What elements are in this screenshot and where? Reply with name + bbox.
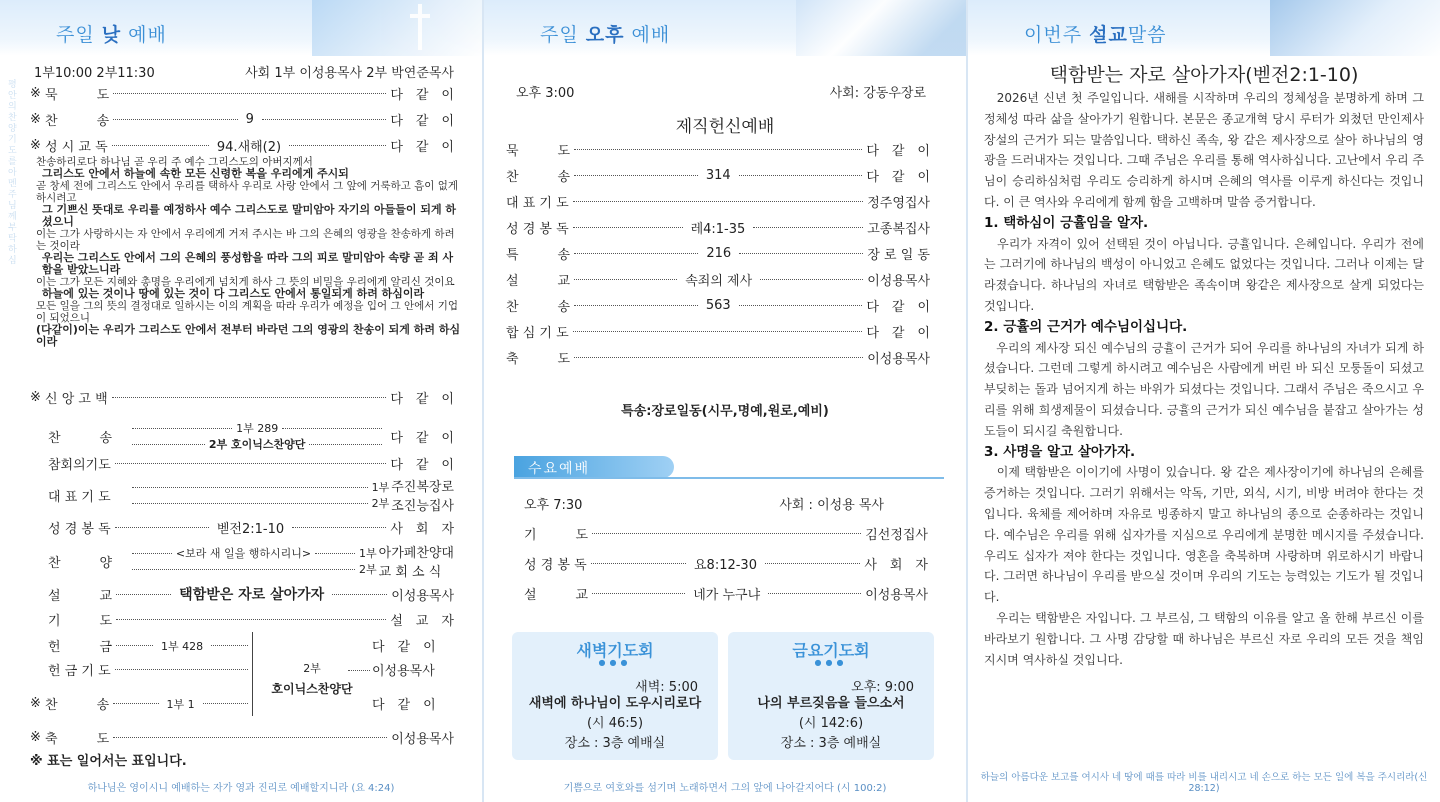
box-title: 금요기도회	[792, 641, 870, 660]
order-row: 성 경 봉 독 벧전2:1-10 사 회 자	[48, 522, 455, 537]
order-right: 다 같 이	[372, 640, 436, 655]
wednesday-section-header: 수요예배	[514, 456, 674, 478]
time: 오후 3:00	[516, 86, 575, 101]
order-row: 찬 송 1부 289 2부 호이닉스찬양단 다 같 이	[48, 422, 454, 451]
church-illustration	[312, 0, 482, 56]
panel-morning-service	[0, 0, 482, 802]
footer-verse: 하나님은 영이시니 예배하는 자가 영과 진리로 예배할지니라 (요 4:24)	[87, 783, 395, 794]
panel-afternoon-service	[484, 0, 966, 802]
host: 사회: 강동우장로	[829, 86, 926, 101]
order-row: 성 경 봉 독 레4:1-35 고종복집사	[506, 222, 930, 237]
order-row: 대 표 기 도 1부 2부 주진복장로 조진능집사	[48, 480, 454, 514]
section-divider	[514, 477, 944, 479]
order-row: ※ 묵 도 다 같 이	[30, 86, 454, 103]
panel-sermon	[968, 0, 1440, 802]
order-row-dots	[344, 670, 374, 671]
dots-ornament-icon: ●●●	[814, 658, 848, 667]
side-decoration-text: 평안의 찬양 기도를 아멘 주님께 부탁하심	[8, 80, 17, 266]
church-building-illustration	[1270, 0, 1440, 56]
header-afternoon	[484, 0, 966, 56]
sermon-paragraph: 2026년 신년 첫 주일입니다. 새해를 시작하며 우리의 정체성을 분명하게 하며 그 정체성 따라 삶을 살아가기 원합니다. 본문은 종교개혁 당시 루터가 외쳤던 만인제사장설의 근거가 되는 말씀입니다. 택하신 족속, 왕 같은 제사장으로 살아 하나님의 영광을 드러내자는 것입니다. 그때 주님은 우리를 통해 역사하십니다. 고난에서 우리 주님이 승리하심처럼 우리도 승리하게 하시며 은혜의 역사를 이루게 하신다는 것입니다. 이 큰 역사와 우리에게 함께 함을 고백하며 말씀 증거합니다.	[984, 91, 1424, 209]
offering-2bu: 2부	[303, 662, 321, 675]
order-row: 기 도 김선정집사	[524, 528, 928, 543]
sermon-heading: 3. 사명을 알고 살아가자.	[984, 443, 1136, 460]
order-row: ※ 축 도 이성용목사	[30, 730, 454, 747]
service-info	[516, 82, 926, 101]
time-line: 1부10:00 2부11:30	[34, 66, 155, 81]
order-row: 설 교 속죄의 제사 이성용목사	[506, 274, 931, 289]
order-row: ※ 성 시 교 독 94.새해(2) 다 같 이	[30, 138, 454, 155]
wed-info: 오후 7:30 사회 : 이성용 목사	[524, 498, 884, 513]
order-row: 찬 양 <보라 새 일을 행하시리니> 1부 2부 아가페찬양대 교 회 소 식	[48, 546, 454, 580]
order-row: 특 송 216 장 로 일 동	[506, 246, 930, 263]
order-row: 기 도 설 교 자	[48, 614, 454, 629]
order-row: 합 심 기 도 다 같 이	[506, 326, 930, 341]
footer-verse: 기쁨으로 여호와를 섬기며 노래하면서 그의 앞에 나아갈지어다 (시 100:2)	[563, 783, 887, 794]
order-row: 성 경 봉 독 요8:12-30 사 회 자	[524, 558, 928, 573]
header-title: 이번주 설교말씀	[1024, 24, 1167, 46]
friday-prayer-box: 금요기도회 ●●● 오후: 9:00 나의 부르짖음을 들으소서 (시 142:6) 장소 : 3층 예배실	[728, 632, 934, 760]
responsive-reading: 찬송하리로다 하나님 곧 우리 주 예수 그리스도의 아버지께서 그리스도 안에서 하늘에 속한 모든 신령한 복을 우리에게 주시되 곧 창세 전에 그리스도 안에서 우리를 택하사 우리로 사랑 안에서 그 앞에 거룩하고 흠이 없게 하시려고 그 기쁘신 뜻대로 우리를 예정하사 예수 그리스도로 말미암아 자기의 아들들이 되게 하셨으니 이는 그가 사랑하시는 자 안에서 우리에게 거저 주시는 바 그의 은혜의 영광을 찬송하게 하려는 것이라 우리는 그리스도 안에서 그의 은혜의 풍성함을 따라 그의 피로 말미암아 속량 곧 죄 사함을 받았느니라 이는 그가 모든 지혜와 총명을 우리에게 넘치게 하사 그 뜻의 비밀을 우리에게 알리신 것이요 하늘에 있는 것이나 땅에 있는 것이 다 그리스도 안에서 통일되게 하려 하심이라 모든 일을 그의 뜻의 결정대로 일하시는 이의 계획을 따라 우리가 예정을 입어 그 안에서 기업이 되었으니 (다같이)이는 우리가 그리스도 안에서 전부터 바라던 그의 영광의 찬송이 되게 하려 하심이라	[36, 156, 461, 348]
dots-ornament-icon: ●●●	[598, 658, 632, 667]
order-row: ※ 찬 송 1부 1	[30, 694, 252, 713]
header-morning	[0, 0, 482, 56]
order-right: 이성용목사	[372, 664, 435, 679]
service-info	[34, 62, 454, 81]
dawn-prayer-box: 새벽기도회 ●●● 새벽: 5:00 새벽에 하나님이 도우시리로다 (시 46:5) 장소 : 3층 예배실	[512, 632, 718, 760]
offering-group: 호이닉스찬양단	[271, 682, 353, 696]
order-row: 설 교 택함받은 자로 살아가자 이성용목사	[48, 587, 455, 604]
sermon-heading: 2. 긍휼의 근거가 예수님이십니다.	[984, 318, 1188, 335]
header-title: 주일 낮 예배	[56, 24, 167, 46]
order-row: 찬 송 314 다 같 이	[506, 168, 931, 185]
order-row: 참회의기도 다 같 이	[48, 458, 454, 473]
footer-verse: 하늘의 아름다운 보고를 여시사 네 땅에 때를 따라 비를 내리시고 네 손으로 하는 모든 일에 복을 주시리라(신 28:12)	[980, 772, 1428, 794]
sermon-paragraph: 우리는 택함받은 자입니다. 그 부르심, 그 택함의 이유를 알고 올 한해 부르신 이를 바라보기 원합니다. 그 사명 감당할 때 하나님은 부르신 자로 우리의 모든 것을 책임지시며 역사하실 것입니다.	[984, 610, 1424, 667]
bracket-line	[252, 632, 253, 716]
order-row: 대 표 기 도 정주영집사	[506, 196, 930, 211]
order-row: 묵 도 다 같 이	[506, 144, 930, 159]
box-title: 새벽기도회	[576, 641, 654, 660]
order-row: 헌 금 기 도	[48, 660, 252, 679]
order-row: 찬 송 563 다 같 이	[506, 298, 931, 315]
order-row: 헌 금 1부 428	[48, 636, 252, 655]
sermon-paragraph: 이제 택함받은 이이기에 사명이 있습니다. 왕 같은 제사장이기에 하나님의 은혜를 증거하는 것입니다. 그러기 위해서는 악독, 기만, 외식, 시기, 비방 버려야 한다는 것입니다. 육체를 제어하며 자유로 빙종하지 말고 하나님의 종으로 순종하라는 것입니다. 예수님은 우리를 위해 십자가를 지심으로 우리에게 분명한 메시지를 주셨습니다. 우리도 십자가 져야 한다는 것입니다. 영혼을 축복하며 사랑하며 위로하시기 바랍니다. 그러면 하나님이 우리를 받으실 것이며 우리의 기도는 능력있는 기도가 될 것입니다.	[984, 465, 1424, 605]
sermon-heading: 1. 택하심이 긍휼임을 알자.	[984, 214, 1149, 231]
stand-note: ※ 표는 일어서는 표입니다.	[30, 754, 187, 769]
order-row: ※ 찬 송 9 다 같 이	[30, 112, 455, 129]
order-right: 다 같 이	[372, 698, 436, 713]
service-title: 제직헌신예배	[675, 117, 775, 137]
sermon-paragraph: 우리의 제사장 되신 예수님의 긍휼이 근거가 되어 우리를 하나님의 자녀가 되게 하셨습니다. 그런데 그렇게 하시려고 예수님은 사람에게 버린 바 되신 모퉁돌이 되셨고 부딪히는 돌과 넘어지게 하는 바위가 되셨다는 것입니다. 그래서 주님은 죽으시고 우리를 위해 희생제물이 되셨습니다. 긍휼의 근거가 되신 예수님을 붙잡고 살아가는 성도들이 되시길 축원합니다.	[984, 340, 1424, 438]
header-title: 주일 오후 예배	[540, 24, 671, 46]
order-row: ※ 신 앙 고 백 다 같 이	[30, 390, 454, 407]
host-line: 사회 1부 이성용목사 2부 박연준목사	[245, 66, 454, 81]
header-sermon	[968, 0, 1440, 56]
sheep-illustration	[796, 0, 966, 56]
sermon-title: 택함받는 자로 살아가자(벧전2:1-10)	[1049, 64, 1359, 86]
sermon-body	[984, 88, 1424, 670]
cross-icon	[406, 4, 434, 50]
order-row: 설 교 네가 누구냐 이성용목사	[524, 588, 929, 603]
order-row: 축 도 이성용목사	[506, 352, 930, 367]
special-song-note: 특송:장로일동(시무,명예,원로,예비)	[621, 404, 829, 419]
sermon-paragraph: 우리가 자격이 있어 선택된 것이 아닙니다. 긍휼입니다. 은혜입니다. 우리가 전에는 그러기에 하나님의 백성이 아니었고 은혜도 없었다는 것입니다. 그러나 이제는 달라졌습니다. 하나님의 자녀로 택함받은 족속이며 왕같은 제사장으로 살게 되었다는 것입니다.	[984, 236, 1424, 313]
